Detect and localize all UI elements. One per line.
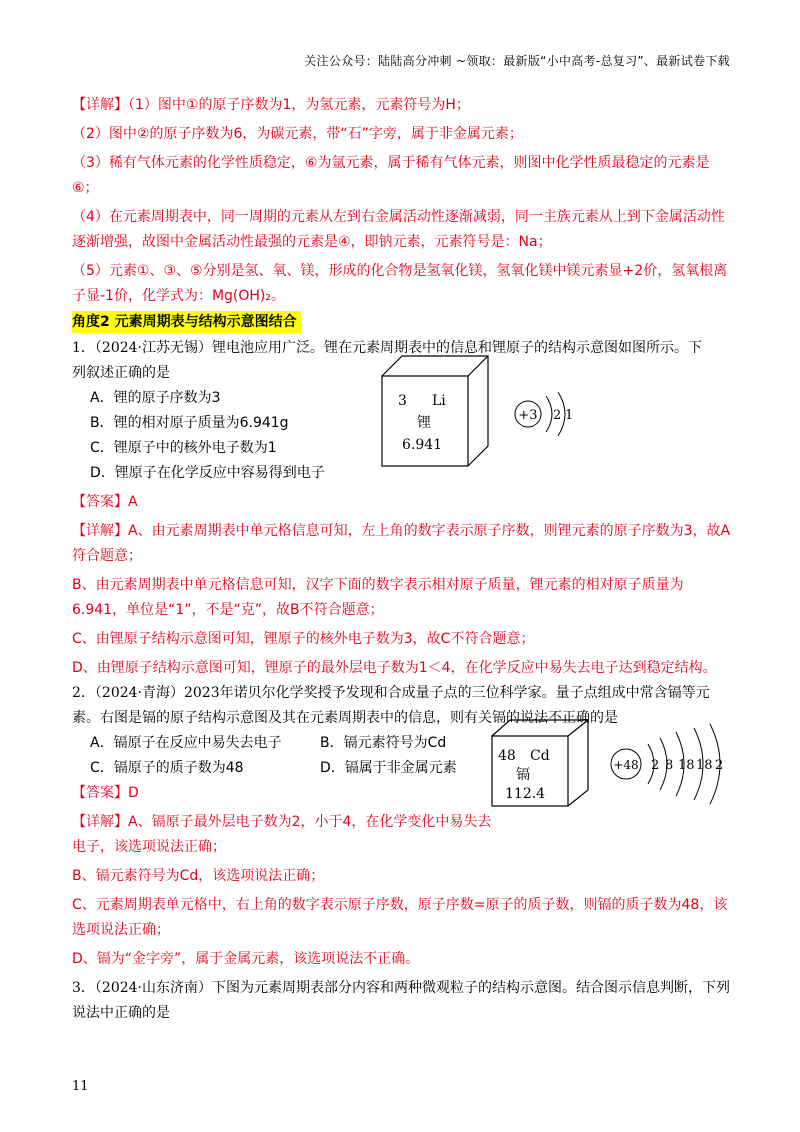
q2-detail-c: C、元素周期表单元格中，右上角的数字表示原子序数，原子序数=原子的质子数，则镉的质子数为48，该选项说法正确； [72, 897, 728, 938]
q1-option-a: A．锂的原子序数为3 [90, 390, 221, 406]
cd-shell-4: 18 [696, 758, 713, 773]
prev-detail-line-1: 【详解】（1）图中①的原子序数为1，为氢元素，元素符号为H； [72, 97, 470, 113]
li-symbol: Li [432, 393, 446, 409]
section-title: 角度2 元素周期表与结构示意图结合 [72, 311, 301, 333]
q1-detail-a: 【详解】A、由元素周期表中单元格信息可知，左上角的数字表示原子序数，则锂元素的原子序数为3，故A符合题意； [72, 523, 731, 564]
q2-detail-d: D、镉为“金字旁”，属于金属元素，该选项说法不正确。 [72, 951, 420, 967]
q2-stem: 2．（2024·青海）2023年诺贝尔化学奖授予发现和合成量子点的三位科学家。量子点组成中常含镉等元素。右图是镉的原子结构示意图及其在元素周期表中的信息，则有关镉的说法不正确的是 [72, 685, 710, 726]
li-name: 锂 [417, 415, 431, 431]
li-element-cell [380, 354, 490, 470]
cd-atomic-number: 48 [498, 748, 516, 764]
q1-detail-b: B、由元素周期表中单元格信息可知，汉字下面的数字表示相对原子质量，锂元素的相对原子质量为6.941，单位是“1”，不是“克”，故B不符合题意； [72, 577, 684, 618]
q2-option-b: B．镉元素符号为Cd [320, 735, 447, 751]
cd-shell-2: 8 [665, 758, 674, 773]
q2-answer: 【答案】D [72, 785, 139, 801]
prev-detail-line-5: （5）元素①、③、⑤分别是氢、氧、镁，形成的化合物是氢氧化镁，氢氧化镁中镁元素显+2价，氢氧根离子显-1价，化学式为：Mg(OH)₂。 [72, 263, 728, 304]
q1-detail-c: C、由锂原子结构示意图可知，锂原子的核外电子数为3，故C不符合题意； [72, 631, 535, 647]
cd-shell-1: 2 [651, 758, 660, 773]
q1-answer: 【答案】A [72, 494, 138, 510]
prev-detail-line-4: （4）在元素周期表中，同一周期的元素从左到右金属活动性逐渐减弱，同一主族元素从上到下金属活动性逐渐增强，故图中金属活动性最强的元素是④，即钠元素，元素符号是：Na； [72, 209, 725, 250]
cd-mass: 112.4 [505, 786, 546, 802]
q3-stem: 3．（2024·山东济南）下图为元素周期表部分内容和两种微观粒子的结构示意图。结合图示信息判断，下列说法中正确的是 [72, 980, 730, 1021]
cd-symbol: Cd [530, 748, 550, 764]
detail-tag: 【详解】 [72, 97, 128, 113]
q1-detail-d: D、由锂原子结构示意图可知，锂原子的最外层电子数为1＜4，在化学反应中易失去电子达到稳定结构。 [72, 660, 717, 676]
header-note: 关注公众号：陆陆高分冲刺 ~领取：最新版“小中高考-总复习”、最新试卷下载 [304, 54, 730, 68]
li-shell-2: 1 [565, 408, 574, 423]
prev-detail-line-3: （3）稀有气体元素的化学性质稳定，⑥为氩元素，属于稀有气体元素，则图中化学性质最稳定的元素是⑥； [72, 155, 710, 196]
cd-name: 镉 [516, 767, 530, 783]
li-atomic-number: 3 [398, 393, 407, 409]
cd-element-cell [490, 718, 590, 808]
li-atom-structure-diagram [512, 388, 588, 444]
q2-option-c: C．镉原子的质子数为48 [90, 760, 244, 776]
q2-option-d: D．镉属于非金属元素 [320, 760, 457, 776]
li-nucleus-charge: +3 [518, 408, 538, 423]
q2-detail-a: 【详解】A、镉原子最外层电子数为2，小于4，在化学变化中易失去电子，该选项说法正确； [72, 814, 492, 855]
page-number: 11 [72, 1079, 89, 1094]
page-content [72, 93, 732, 1026]
li-mass: 6.941 [402, 437, 443, 453]
cd-atom-structure-diagram [606, 722, 736, 808]
q2-option-a: A．镉原子在反应中易失去电子 [90, 735, 282, 751]
prev-detail-line-2: （2）图中②的原子序数为6，为碳元素，带“石”字旁，属于非金属元素； [72, 126, 523, 142]
q1-option-b: B．锂的相对原子质量为6.941g [90, 415, 289, 431]
q1-option-c: C．锂原子中的核外电子数为1 [90, 440, 277, 456]
q1-stem: 1．（2024·江苏无锡）锂电池应用广泛。锂在元素周期表中的信息和锂原子的结构示意图如图所示。下列叙述正确的是 [72, 340, 702, 381]
li-shell-1: 2 [553, 408, 562, 423]
cd-shell-5: 2 [715, 758, 724, 773]
cd-nucleus-charge: +48 [613, 758, 639, 772]
q1-option-d: D．锂原子在化学反应中容易得到电子 [90, 465, 325, 481]
q2-detail-b: B、镉元素符号为Cd，该选项说法正确； [72, 868, 325, 884]
cd-shell-3: 18 [678, 758, 695, 773]
